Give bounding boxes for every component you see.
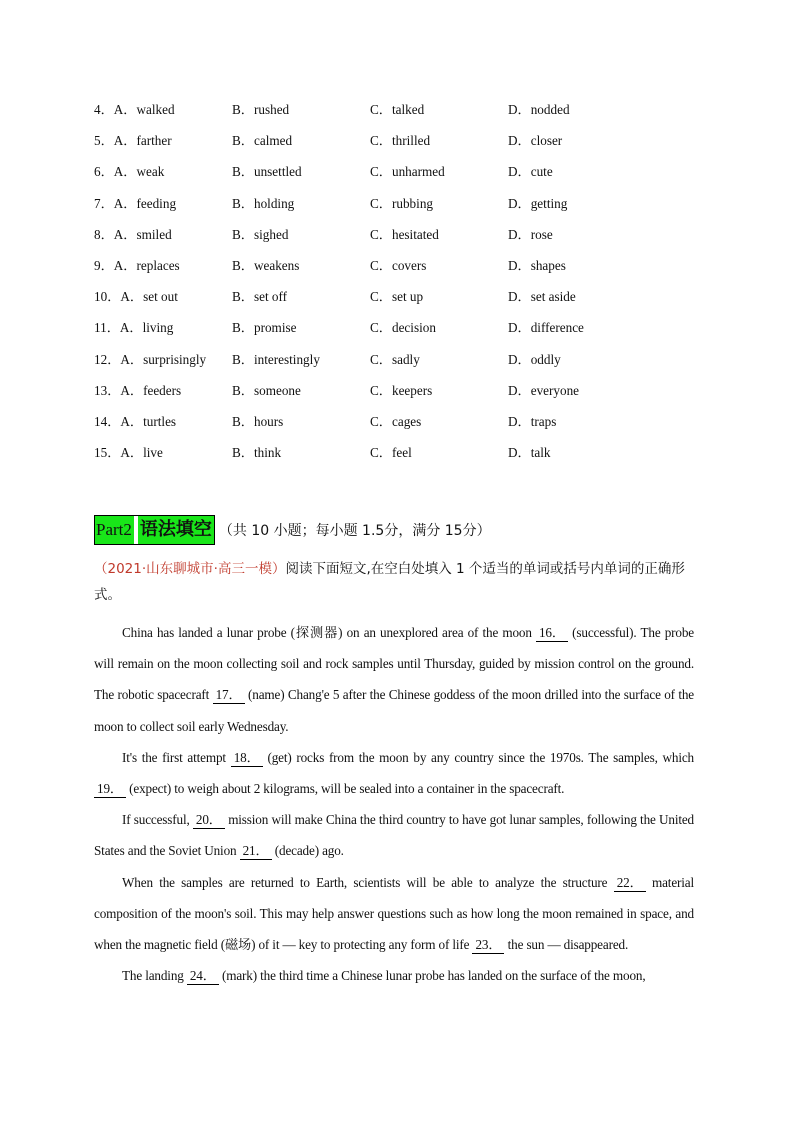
option-c: C．feel xyxy=(370,445,412,461)
option-a: 10．A．set out xyxy=(94,289,178,305)
option-a: 5．A．farther xyxy=(94,133,172,149)
blank-21[interactable]: 21． xyxy=(240,843,272,860)
question-option-row xyxy=(94,160,714,191)
question-number: 13． xyxy=(94,382,121,398)
option-a: 14．A．turtles xyxy=(94,413,177,429)
option-b: B．rushed xyxy=(232,102,290,117)
blank-20[interactable]: 20． xyxy=(193,812,225,829)
option-d: D．everyone xyxy=(508,382,580,398)
question-source: （2021·山东聊城市·高三一模） xyxy=(94,561,286,577)
question-number: 8． xyxy=(94,226,114,242)
option-c: C．set up xyxy=(370,289,424,305)
option-d: D．nodded xyxy=(508,102,570,117)
part-label: Part2 xyxy=(95,516,134,544)
option-d: D．getting xyxy=(508,195,568,211)
option-b: B．interestingly xyxy=(232,351,320,367)
question-number: 7． xyxy=(94,195,114,211)
passage-paragraph-4: When the samples are returned to Earth, scientists will be able to analyze the structure 22． material composition of the moon's soil. This may help answer questions such as how long the moon remained in space, and when the magnetic field (磁场) of it — key to protecting any form of life 23． the sun — disappeared. xyxy=(94,874,694,953)
option-c: C．covers xyxy=(370,257,427,273)
question-option-row xyxy=(94,316,714,347)
question-option-row xyxy=(94,129,714,160)
question-number: 12． xyxy=(94,351,121,367)
option-b: B．holding xyxy=(232,195,295,211)
option-d: D．set aside xyxy=(508,289,576,305)
option-c: C．keepers xyxy=(370,382,433,398)
passage-paragraph-1: China has landed a lunar probe (探测器) on an unexplored area of the moon 16． (successful). The probe will remain on the moon collecting soil and rock samples until Thursday, guided by mission control on the ground. The robotic spacecraft 17． (name) Chang'e 5 after the Chinese goddess of the moon drilled into the surface of the moon to collect soil early Wednesday. xyxy=(94,625,694,734)
question-option-row xyxy=(94,192,714,223)
question-number: 4． xyxy=(94,102,114,117)
option-b: B．hours xyxy=(232,413,284,429)
option-d: D．cute xyxy=(508,164,553,180)
part2-title-box xyxy=(94,515,215,545)
passage-paragraph-5: The landing 24． (mark) the third time a Chinese lunar probe has landed on the surface of the moon, xyxy=(122,968,646,984)
option-a: 6．A．weak xyxy=(94,164,165,180)
option-a: 15．A．live xyxy=(94,445,163,461)
option-d: D．talk xyxy=(508,445,551,461)
option-d: D．shapes xyxy=(508,257,566,273)
blank-18[interactable]: 18． xyxy=(231,750,263,767)
option-d: D．closer xyxy=(508,133,563,149)
blank-16[interactable]: 16． xyxy=(536,625,568,642)
option-d: D．rose xyxy=(508,226,553,242)
option-a: 9．A．replaces xyxy=(94,257,180,273)
option-b: B．weakens xyxy=(232,257,300,273)
blank-23[interactable]: 23． xyxy=(472,937,504,954)
question-option-row xyxy=(94,98,714,129)
passage-paragraph-3: If successful, 20． mission will make China the third country to have got lunar samples, following the United States and the Soviet Union 21． (decade) ago. xyxy=(94,812,694,859)
passage-paragraph-2: It's the first attempt 18． (get) rocks from the moon by any country since the 1970s. The samples, which 19． (expect) to weigh about 2 kilograms, will be sealed into a container in the spacecraft. xyxy=(94,742,694,804)
question-number: 15． xyxy=(94,445,121,461)
option-c: C．talked xyxy=(370,102,425,117)
question-option-row xyxy=(94,441,714,472)
option-a: 4．A．walked xyxy=(94,102,175,117)
option-c: C．thrilled xyxy=(370,133,431,149)
option-d: D．difference xyxy=(508,320,584,336)
part-title: 语法填空 xyxy=(138,516,214,544)
question-option-row xyxy=(94,379,714,410)
option-a: 11．A．living xyxy=(94,320,174,336)
blank-17[interactable]: 17． xyxy=(213,687,245,704)
option-c: C．decision xyxy=(370,320,436,336)
question-number: 11． xyxy=(94,320,120,336)
option-a: 7．A．feeding xyxy=(94,195,177,211)
question-option-row xyxy=(94,410,714,441)
options-table xyxy=(94,98,714,472)
option-b: B．promise xyxy=(232,320,297,336)
part2-heading xyxy=(94,515,491,545)
question-number: 14． xyxy=(94,413,121,429)
part-scoring-note: （共 10 小题；每小题 1.5分，满分 15分） xyxy=(218,523,491,539)
option-c: C．hesitated xyxy=(370,226,439,242)
option-d: D．traps xyxy=(508,413,557,429)
option-c: C．unharmed xyxy=(370,164,445,180)
question-option-row xyxy=(94,223,714,254)
option-c: C．sadly xyxy=(370,351,420,367)
blank-22[interactable]: 22． xyxy=(614,875,646,892)
question-number: 5． xyxy=(94,133,114,149)
option-b: B．unsettled xyxy=(232,164,302,180)
instruction-text: 阅读下面短文,在空白处填入 1 个适当的单词或括号内单词的正确形式。 xyxy=(94,561,685,603)
option-b: B．set off xyxy=(232,289,288,305)
blank-19[interactable]: 19． xyxy=(94,781,126,798)
question-option-row xyxy=(94,285,714,316)
option-a: 12．A．surprisingly xyxy=(94,351,207,367)
option-b: B．someone xyxy=(232,382,301,398)
option-c: C．cages xyxy=(370,413,422,429)
option-a: 8．A．smiled xyxy=(94,226,172,242)
question-option-row xyxy=(94,348,714,379)
question-number: 9． xyxy=(94,257,114,273)
option-b: B．sighed xyxy=(232,226,289,242)
option-c: C．rubbing xyxy=(370,195,434,211)
question-number: 6． xyxy=(94,164,114,180)
section-instruction xyxy=(94,556,704,608)
blank-24[interactable]: 24． xyxy=(187,968,219,985)
question-option-row xyxy=(94,254,714,285)
option-b: B．calmed xyxy=(232,133,293,149)
option-d: D．oddly xyxy=(508,351,561,367)
option-a: 13．A．feeders xyxy=(94,382,182,398)
option-b: B．think xyxy=(232,445,282,461)
reading-passage xyxy=(94,617,694,991)
question-number: 10． xyxy=(94,289,121,305)
